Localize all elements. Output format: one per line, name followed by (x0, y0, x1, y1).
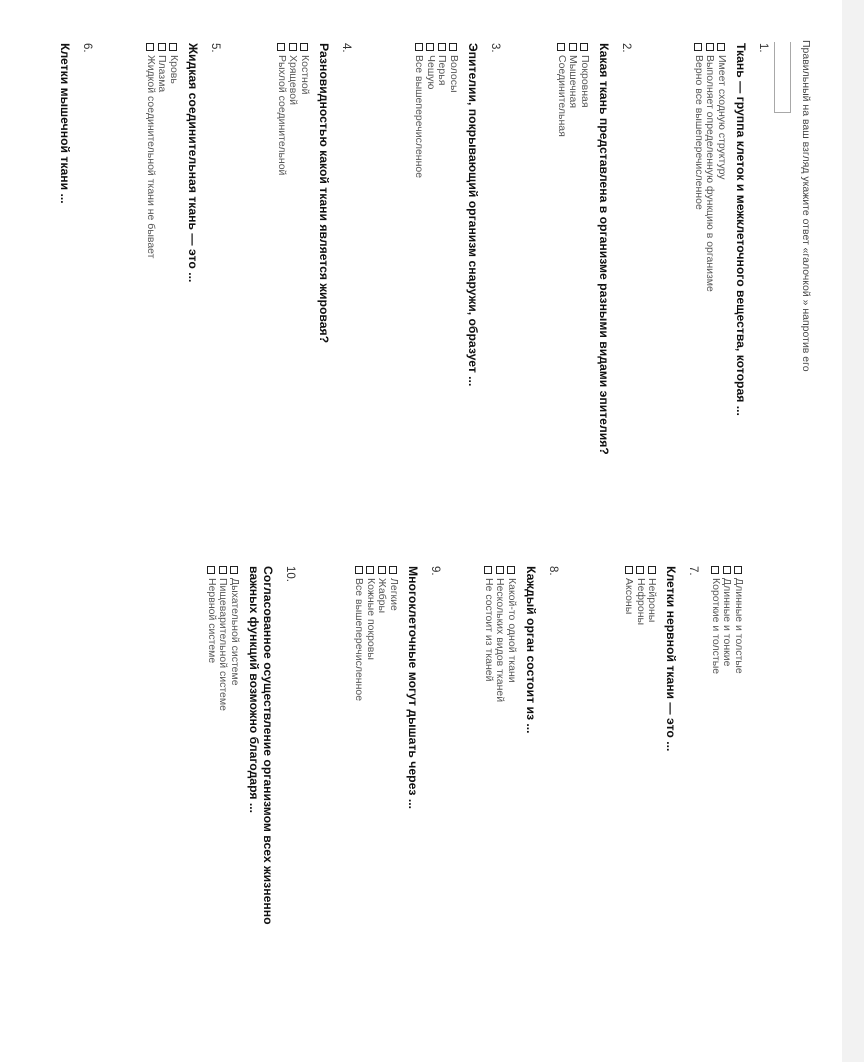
question-number: 1. (757, 43, 769, 53)
checkbox-icon[interactable] (389, 566, 397, 574)
checkbox-icon[interactable] (636, 566, 644, 574)
checkbox-icon[interactable] (415, 43, 423, 51)
checkbox-icon[interactable] (277, 43, 285, 51)
question-number: 8. (547, 566, 559, 576)
checkbox-icon[interactable] (507, 566, 515, 574)
answer-option[interactable]: Какой-то одной ткани (506, 566, 518, 1036)
question-number: 10. (284, 566, 296, 582)
question-text: Каждый орган состоит из ... (524, 566, 538, 734)
checkbox-icon[interactable] (146, 43, 154, 51)
question-3 (413, 43, 501, 513)
answer-option[interactable]: Жидкой соединительной ткани не бывает (145, 43, 157, 513)
question-number: 2. (620, 43, 632, 53)
answer-option[interactable]: Длинные и толстые (733, 566, 745, 1036)
checkbox-icon[interactable] (219, 566, 227, 574)
checkbox-icon[interactable] (438, 43, 446, 51)
answer-option[interactable]: Соединительная (556, 43, 568, 513)
question-number: 7. (687, 566, 700, 576)
checkbox-icon[interactable] (648, 566, 656, 574)
checkbox-icon[interactable] (484, 566, 492, 574)
answer-option[interactable]: Нескольких видов тканей (494, 566, 506, 1036)
answer-option[interactable]: Кожные покровы (365, 566, 377, 1036)
answer-option[interactable]: Мышечная (567, 43, 579, 513)
answer-option[interactable]: Длинные и тонкие (721, 566, 733, 1036)
question-number: 9. (429, 566, 441, 576)
question-text: Жидкая соединительная ткань — это ... (186, 43, 200, 283)
question-number: 3. (489, 43, 501, 53)
question-text: Эпителии, покрывающий организм снаружи, образует ... (466, 43, 480, 387)
checkbox-icon[interactable] (569, 43, 577, 51)
answer-box[interactable] (774, 42, 791, 113)
answer-option[interactable]: Рыхлой соединительной (276, 43, 288, 513)
answer-option[interactable]: Нефроны (635, 566, 647, 1036)
question-6 (51, 43, 93, 513)
answer-option[interactable]: Плазма (156, 43, 168, 513)
checkbox-icon[interactable] (723, 566, 731, 574)
answer-option[interactable]: Легкие (388, 566, 400, 1036)
question-10 (206, 566, 297, 966)
answer-option[interactable]: Выполняет определенную функцию в организме (704, 43, 716, 513)
answer-option[interactable]: Нейроны (646, 566, 658, 1036)
checkbox-icon[interactable] (300, 43, 308, 51)
answer-option[interactable]: Чешую (425, 43, 437, 513)
checkbox-icon[interactable] (625, 566, 633, 574)
checkbox-icon[interactable] (734, 566, 742, 574)
answer-option[interactable]: Дыхательной системе (229, 566, 241, 966)
checkbox-icon[interactable] (717, 43, 725, 51)
question-text: Клетки мышечной ткани ... (58, 43, 72, 204)
answer-option[interactable]: Костной (299, 43, 311, 513)
answer-option[interactable]: Не состоит из тканей (483, 566, 495, 1036)
answer-option[interactable]: Волосы (448, 43, 460, 513)
question-9 (353, 566, 441, 1036)
checkbox-icon[interactable] (694, 43, 702, 51)
checkbox-icon[interactable] (557, 43, 565, 51)
question-2 (556, 43, 633, 513)
checkbox-icon[interactable] (355, 566, 363, 574)
instruction-text: Правильный на ваш взгляд укажите ответ «галочкой » напротив его (800, 40, 812, 372)
answer-option[interactable]: Все вышеперечисленное (413, 43, 425, 513)
question-text: Какая ткань представлена в организме разными видами эпителия? (597, 43, 611, 455)
question-text: Разновидностью какой ткани является жировая? (317, 43, 331, 344)
checkbox-icon[interactable] (230, 566, 238, 574)
answer-option[interactable]: Кровь (168, 43, 180, 513)
answer-option[interactable]: Перья (436, 43, 448, 513)
answer-option[interactable]: Имеет сходную структуру (716, 43, 728, 513)
question-4 (276, 43, 353, 513)
checkbox-icon[interactable] (378, 566, 386, 574)
answer-option[interactable]: Верно все вышеперечисленное (693, 43, 705, 513)
checkbox-icon[interactable] (496, 566, 504, 574)
checkbox-icon[interactable] (580, 43, 588, 51)
checkbox-icon[interactable] (706, 43, 714, 51)
checkbox-icon[interactable] (169, 43, 177, 51)
question-1 (693, 43, 770, 513)
checkbox-icon[interactable] (158, 43, 166, 51)
question-7 (623, 566, 744, 1036)
checkbox-icon[interactable] (711, 566, 719, 574)
answer-option[interactable]: Хрящевой (287, 43, 299, 513)
answer-option[interactable]: Жабры (376, 566, 388, 1036)
answer-option[interactable]: Покровная (579, 43, 591, 513)
question-text: Ткань — группа клеток и межклеточного вещества, которая ... (734, 43, 748, 416)
question-text: Многоклеточные могут дышать через ... (406, 566, 420, 809)
answer-option[interactable]: Все вышеперечисленное (353, 566, 365, 1036)
checkbox-icon[interactable] (289, 43, 297, 51)
answer-option[interactable]: Короткие и толстые (710, 566, 722, 1036)
checkbox-icon[interactable] (426, 43, 434, 51)
checkbox-icon[interactable] (207, 566, 215, 574)
question-text: Согласованное осуществление организмом всех жизненно важных функций возможно благодаря ... (247, 566, 275, 925)
question-number: 5. (209, 43, 221, 53)
question-8 (483, 566, 560, 1036)
answer-option[interactable]: Нервной системе (206, 566, 218, 966)
answer-option[interactable]: Пищеварительной системе (217, 566, 229, 966)
question-number: 4. (340, 43, 352, 53)
checkbox-icon[interactable] (449, 43, 457, 51)
question-text: Клетки нервной ткани — это ... (664, 566, 679, 752)
question-5 (145, 43, 222, 513)
checkbox-icon[interactable] (366, 566, 374, 574)
answer-option[interactable]: Аксоны (623, 566, 635, 1036)
question-number: 6. (81, 43, 93, 53)
